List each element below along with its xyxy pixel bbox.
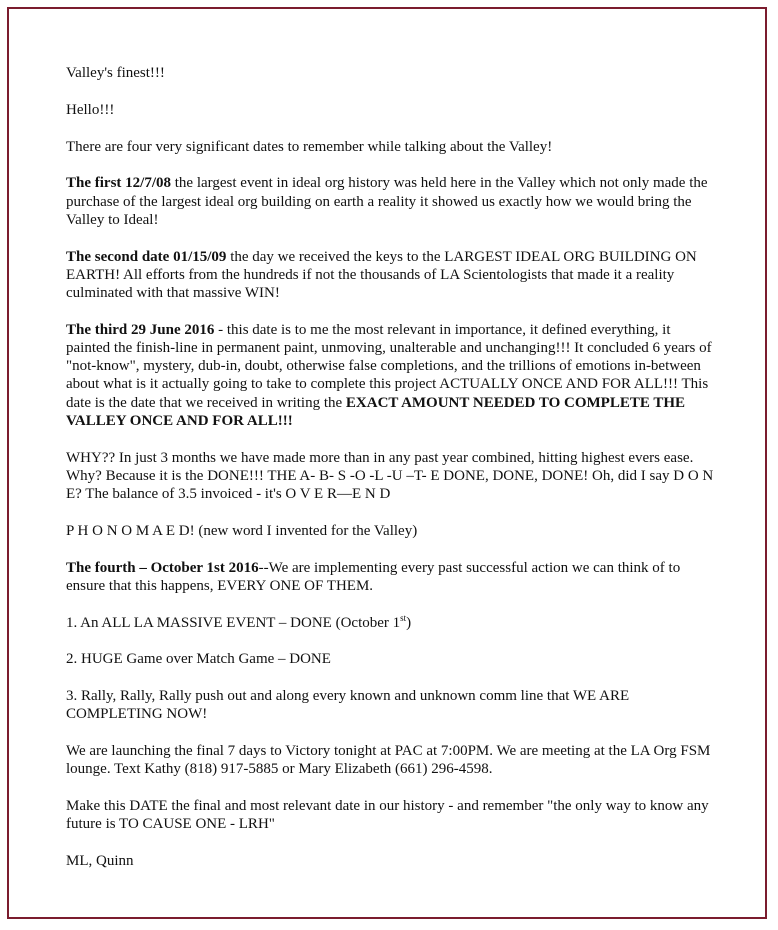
phonomaed-paragraph: P H O N O M A E D! (new word I invented for the Valley) [66,522,418,539]
fourth-date-text: --We are implementing every past successful action we can think of to ensure that this happens, EVERY ONE OF THEM. [66,559,681,594]
list-item-3: 3. Rally, Rally, Rally push out and along every known and unknown comm line that WE ARE COMPLETING NOW! [66,688,630,723]
fourth-date-heading: The fourth – October 1st 2016 [66,559,259,576]
first-date-text: the largest event in ideal org history was held here in the Valley which not only made the purchase of the largest ideal org building on earth a reality it showed us exactly how we would bring the Valley to Ideal! [66,175,708,228]
list-item-1-text: 1. An ALL LA MASSIVE EVENT – DONE (October 1 [66,614,401,631]
third-date-heading: The third 29 June 2016 [66,321,215,338]
second-date-heading: The second date 01/15/09 [66,248,227,265]
first-date-heading: The first 12/7/08 [66,175,171,192]
list-item-1 [66,614,716,632]
second-date-text: the day we received the keys to the LARGEST IDEAL ORG BUILDING ON EARTH! All efforts from the hundreds if not the thousands of LA Scientologists that made it a reality culminated with that massive WIN! [66,248,697,301]
list-item-1-close: ) [406,614,412,631]
third-date-emphasis: EXACT AMOUNT NEEDED TO COMPLETE THE VALLEY ONCE AND FOR ALL!!! [66,394,686,429]
second-date-paragraph [66,248,716,303]
list-item-2: 2. HUGE Game over Match Game – DONE [66,651,331,668]
why-paragraph: WHY?? In just 3 months we have made more than in any past year combined, hitting highest evers ease. Why? Because it is the DONE!!! THE A- B- S -O -L -U –T- E DONE, DONE, DONE! Oh, did I say D O N E? The balance of 3.5 invoiced - it's O V E R—E N D [66,449,714,503]
ordinal-superscript: st [400,612,407,623]
hello-line: Hello!!! [66,101,115,118]
intro-paragraph: There are four very significant dates to remember while talking about the Valley! [66,138,553,155]
third-date-text: - this date is to me the most relevant in importance, it defined everything, it painted the finish-line in permanent paint, unmoving, unalterable and unchanging!!! It concluded 6 years of "not-know", mystery, dub-in, doubt, otherwise false completions, and the trillions of emotions in-between about what is it actually going to take to complete this project ACTUALLY ONCE AND FOR ALL!!! This date is the date that we received in writing the [66,321,712,411]
fourth-date-paragraph [66,559,716,595]
signature-line: ML, Quinn [66,853,134,870]
greeting-line: Valley's finest!!! [66,65,165,81]
launch-paragraph: We are launching the final 7 days to Victory tonight at PAC at 7:00PM. We are meeting at the LA Org FSM lounge. Text Kathy (818) 917-5885 or Mary Elizabeth (661) 296-4598. [66,743,711,778]
first-date-paragraph [66,174,716,229]
third-date-paragraph [66,321,716,430]
closing-paragraph: Make this DATE the final and most relevant date in our history - and remember "the only way to know any future is TO CAUSE ONE - LRH" [66,798,709,833]
letter-body [66,64,716,889]
